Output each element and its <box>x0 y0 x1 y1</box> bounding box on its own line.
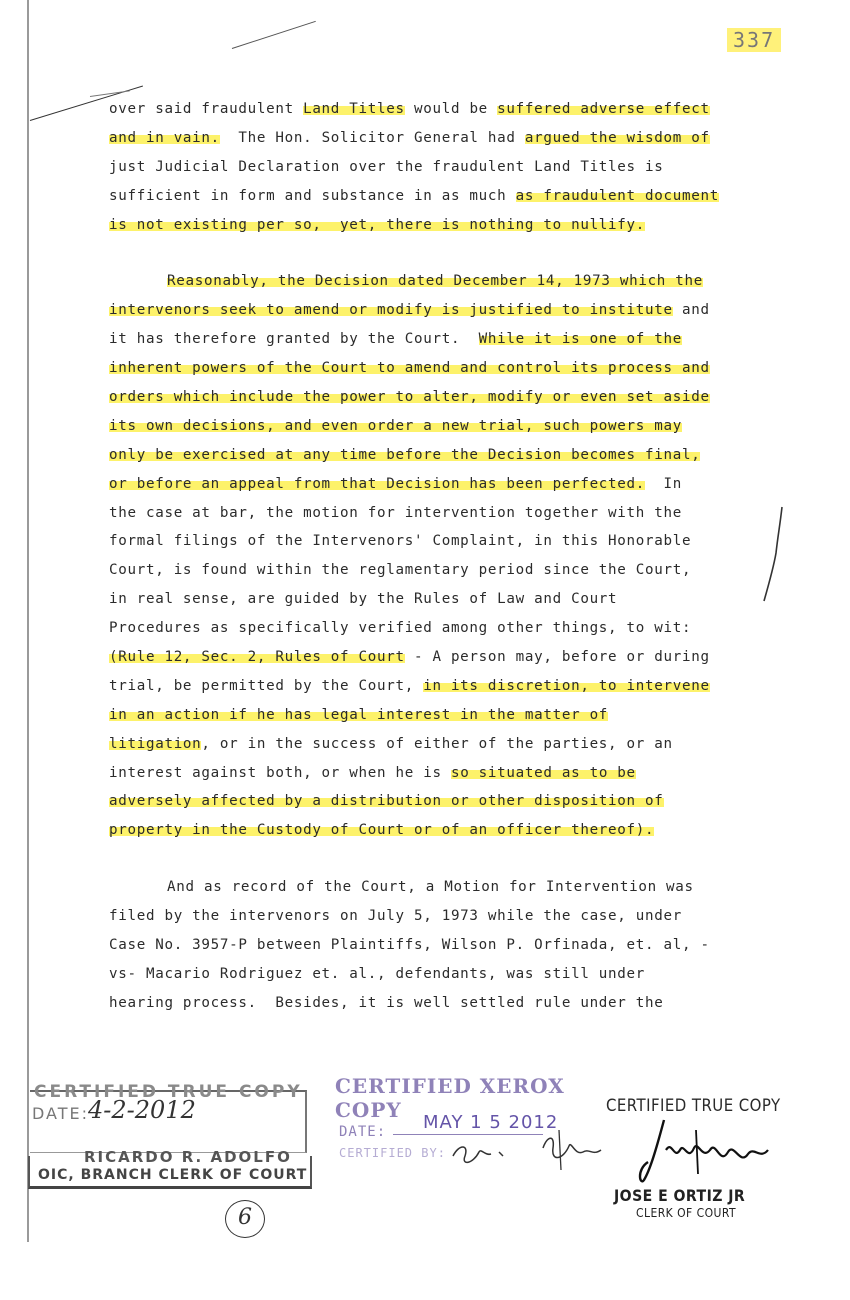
stamp-certified-by-label: CERTIFIED BY: <box>339 1146 446 1160</box>
page-number: 337 <box>727 28 781 52</box>
text-segment: vs- Macario Rodriguez et. al., defendants, was still under <box>109 965 646 982</box>
text-line <box>109 499 789 528</box>
paragraph <box>109 95 789 239</box>
text-segment: formal filings of the Intervenors' Complaint, in this Honorable <box>109 533 692 550</box>
text-line <box>109 730 789 759</box>
text-line <box>109 931 789 960</box>
highlighted-text: is not existing per so, yet, there is nothing to nullify. <box>109 216 646 233</box>
text-line <box>109 441 789 470</box>
stamp-title: CERTIFIED TRUE COPY <box>606 1096 781 1116</box>
text-segment: over said fraudulent <box>109 101 304 117</box>
text-line <box>109 412 789 441</box>
text-segment: it has therefore granted by the Court. <box>109 331 479 348</box>
highlighted-text: adversely affected by a distribution or other disposition of <box>109 793 664 810</box>
text-line <box>109 470 789 499</box>
stamp-title: CERTIFIED XEROX COPY <box>335 1074 565 1122</box>
stamp-clerk-name: RICARDO R. ADOLFO <box>84 1148 292 1166</box>
text-line <box>109 816 789 845</box>
text-segment: Case No. 3957-P between Plaintiffs, Wilson P. Orfinada, et. al, - <box>109 937 710 954</box>
highlighted-text: orders which include the power to alter, modify or even set aside <box>109 389 710 406</box>
highlighted-text: inherent powers of the Court to amend and control its process and <box>109 360 710 377</box>
stamp-date-value: 4-2-2012 <box>88 1096 196 1124</box>
text-line <box>109 787 789 816</box>
text-line <box>109 153 789 182</box>
highlighted-text: property in the Custody of Court or of an officer thereof). <box>109 822 655 839</box>
text-segment: The Hon. Solicitor General had <box>219 129 525 146</box>
highlighted-text: suffered adverse effect <box>497 101 710 117</box>
stamp-date-label: DATE: <box>32 1104 90 1123</box>
text-line <box>109 383 789 412</box>
text-segment: , or in the success of either of the parties, or an <box>201 735 673 752</box>
highlighted-text: in its discretion, to intervene <box>423 677 710 694</box>
stamp-date-value: MAY 1 5 2012 <box>423 1112 559 1133</box>
certified-true-copy-stamp-right <box>606 1092 806 1242</box>
stamp-date-label: DATE: <box>339 1124 387 1140</box>
text-line <box>109 354 789 383</box>
highlighted-text: only be exercised at any time before the Decision becomes final, <box>109 446 701 463</box>
highlighted-text: in an action if he has legal interest in the matter of <box>109 706 609 723</box>
text-segment: in real sense, are guided by the Rules of Law and Court <box>109 591 618 608</box>
highlighted-text: litigation <box>109 735 202 752</box>
highlighted-text: its own decisions, and even order a new trial, such powers may <box>109 417 682 434</box>
highlighted-text: Reasonably, the Decision dated December 14, 1973 which the <box>167 273 704 290</box>
text-line <box>109 902 789 931</box>
highlighted-text: or before an appeal from that Decision has been perfected. <box>109 475 646 492</box>
paragraph <box>109 873 789 1017</box>
text-line <box>109 643 789 672</box>
text-line <box>109 556 789 585</box>
text-line <box>109 527 789 556</box>
page-left-edge <box>27 0 29 1242</box>
document-body <box>109 95 789 1018</box>
text-segment: Court, is found within the reglamentary period since the Court, <box>109 562 692 579</box>
text-line <box>109 701 789 730</box>
text-line <box>109 759 789 788</box>
text-line <box>109 211 789 240</box>
highlighted-text: (Rule 12, Sec. 2, Rules of Court <box>109 649 405 666</box>
highlighted-text: and in vain. <box>109 129 220 146</box>
text-segment: just Judicial Declaration over the fraudulent Land Titles is <box>109 158 664 175</box>
text-line <box>109 267 789 296</box>
text-line <box>109 182 789 211</box>
margin-pen-mark <box>760 505 790 605</box>
text-segment: - A person may, before or during <box>404 649 710 666</box>
text-line <box>109 960 789 989</box>
text-line <box>109 296 789 325</box>
text-line <box>109 325 789 354</box>
text-line <box>109 614 789 643</box>
text-line <box>109 989 789 1018</box>
paragraph-gap <box>109 239 789 267</box>
text-segment: trial, be permitted by the Court, <box>109 677 424 694</box>
stamp-title: CERTIFIED TRUE COPY <box>34 1082 303 1102</box>
stamp-clerk-office: OIC, BRANCH CLERK OF COURT <box>38 1167 308 1183</box>
highlighted-text: While it is one of the <box>478 331 682 348</box>
circled-page-number: 6 <box>225 1200 265 1238</box>
text-line <box>109 672 789 701</box>
paragraph <box>109 267 789 845</box>
text-segment: Procedures as specifically verified among other things, to wit: <box>109 620 692 637</box>
highlighted-text: Land Titles <box>303 101 405 117</box>
text-line <box>109 873 789 902</box>
highlighted-text: so situated as to be <box>450 764 636 781</box>
highlighted-text: intervenors seek to amend or modify is justified to institute <box>109 302 673 319</box>
stamp-clerk-name: JOSE E ORTIZ JR <box>614 1186 746 1205</box>
text-segment: sufficient in form and substance in as much <box>109 187 516 204</box>
scratch-mark <box>232 21 316 49</box>
text-segment: interest against both, or when he is <box>109 764 451 781</box>
certified-xerox-copy-stamp <box>335 1074 635 1184</box>
text-line <box>109 95 789 124</box>
paragraph-gap <box>109 845 789 873</box>
text-segment: filed by the intervenors on July 5, 1973 while the case, under <box>109 908 682 925</box>
text-line <box>109 124 789 153</box>
text-segment: In <box>645 475 682 492</box>
text-segment: the case at bar, the motion for intervention together with the <box>109 504 682 521</box>
stamp-clerk-role: CLERK OF COURT <box>636 1206 737 1220</box>
signature-icon <box>636 1110 786 1190</box>
certified-true-copy-stamp-left <box>28 1080 310 1208</box>
text-segment: And as record of the Court, a Motion for Intervention was <box>167 879 694 896</box>
highlighted-text: as fraudulent document <box>515 187 719 204</box>
text-line <box>109 585 789 614</box>
highlighted-text: argued the wisdom of <box>524 129 710 146</box>
text-segment: and <box>672 302 710 319</box>
text-segment: hearing process. Besides, it is well settled rule under the <box>109 994 664 1011</box>
text-segment: would be <box>404 101 498 117</box>
